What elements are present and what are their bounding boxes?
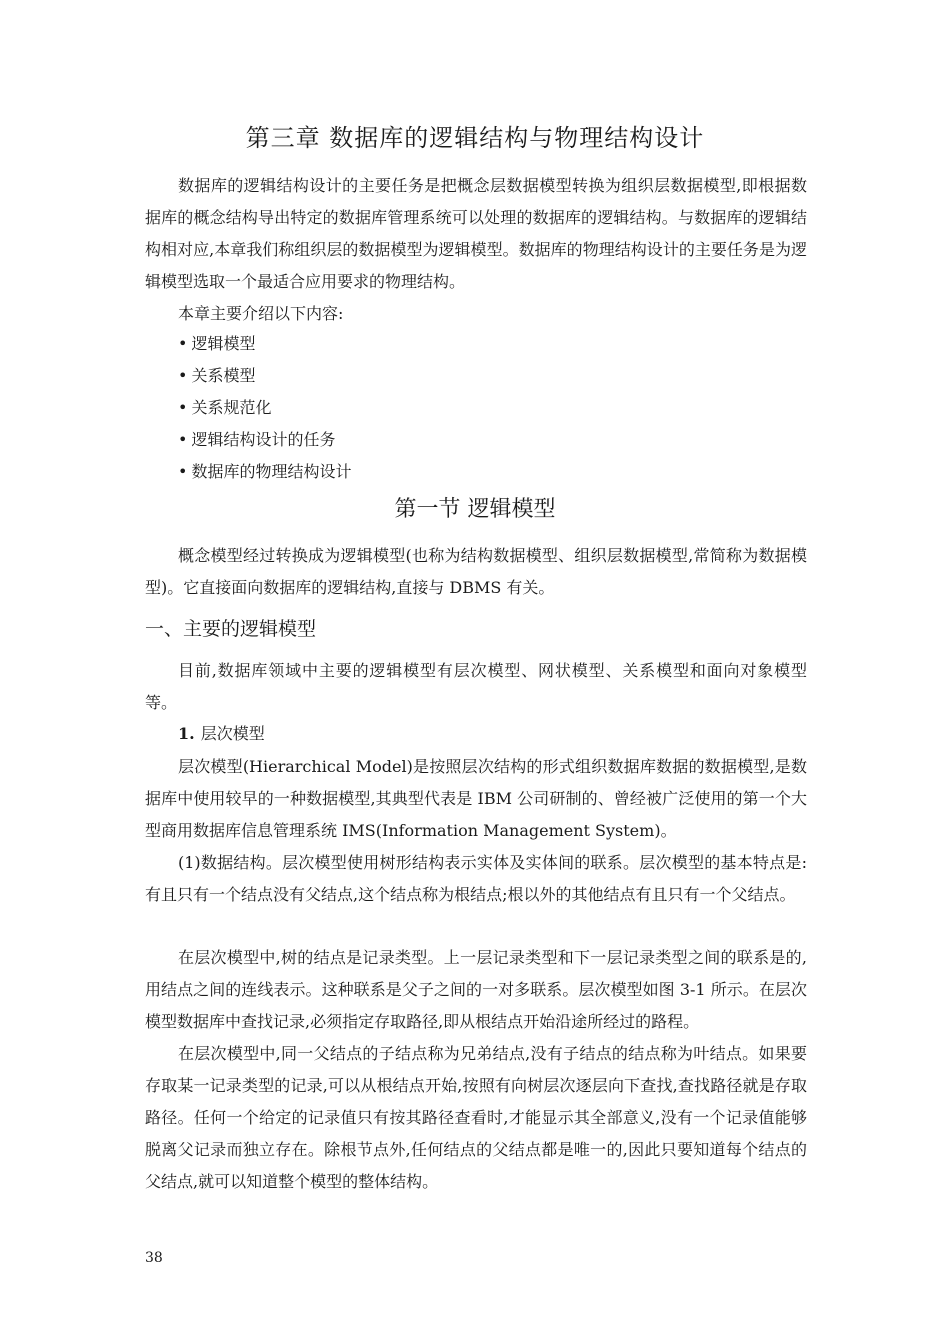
section-title: 第一节 逻辑模型	[394, 497, 556, 522]
list-item: • 逻辑结构设计的任务	[178, 424, 351, 456]
subsection-intro: 目前,数据库领域中主要的逻辑模型有层次模型、网状模型、关系模型和面向对象模型等。	[145, 661, 807, 712]
list-item: • 数据库的物理结构设计	[178, 456, 351, 488]
records-paragraph: 在层次模型中,树的结点是记录类型。上一层记录类型和下一层记录类型之间的联系是的,用结点之间的连线表示。这种联系是父子之间的一对多联系。层次模型如图 3-1 所示。在层次模型数据库中查找记录,必须指定存取路径,即从根结点开始沿途所经过的路程。	[145, 948, 807, 1031]
item-title: 层次模型	[200, 724, 265, 743]
list-item: • 逻辑模型	[178, 328, 351, 360]
list-item: • 关系规范化	[178, 392, 351, 424]
list-item: • 关系模型	[178, 360, 351, 392]
subsection-title: 一、主要的逻辑模型	[145, 618, 317, 640]
page-number: 38	[145, 1250, 163, 1266]
item-number: 1.	[178, 724, 195, 743]
item-heading	[178, 718, 265, 750]
hierarchical-model-paragraph: 层次模型(Hierarchical Model)是按照层次结构的形式组织数据库数据的数据模型,是数据库中使用较早的一种数据模型,其典型代表是 IBM 公司研制的、曾经被广泛使用的第一个大型商用数据库信息管理系统 IMS(Information Management System)。	[145, 757, 807, 840]
intro-paragraph: 数据库的逻辑结构设计的主要任务是把概念层数据模型转换为组织层数据模型,即根据数据库的概念结构导出特定的数据库管理系统可以处理的数据库的逻辑结构。与数据库的逻辑结构相对应,本章我们称组织层的数据模型为逻辑模型。数据库的物理结构设计的主要任务是为逻辑模型选取一个最适合应用要求的物理结构。	[145, 176, 807, 291]
siblings-paragraph: 在层次模型中,同一父结点的子结点称为兄弟结点,没有子结点的结点称为叶结点。如果要存取某一记录类型的记录,可以从根结点开始,按照有向树层次逐层向下查找,查找路径就是存取路径。任何一个给定的记录值只有按其路径查看时,才能显示其全部意义,没有一个记录值能够脱离父记录而独立存在。除根节点外,任何结点的父结点都是唯一的,因此只要知道每个结点的父结点,就可以知道整个模型的整体结构。	[145, 1044, 807, 1191]
data-structure-paragraph: (1)数据结构。层次模型使用树形结构表示实体及实体间的联系。层次模型的基本特点是:有且只有一个结点没有父结点,这个结点称为根结点;根以外的其他结点有且只有一个父结点。	[145, 853, 807, 904]
contents-list	[178, 328, 351, 488]
contents-intro: 本章主要介绍以下内容:	[178, 304, 344, 323]
chapter-title: 第三章 数据库的逻辑结构与物理结构设计	[245, 124, 705, 152]
section-intro: 概念模型经过转换成为逻辑模型(也称为结构数据模型、组织层数据模型,常简称为数据模型)。它直接面向数据库的逻辑结构,直接与 DBMS 有关。	[145, 546, 807, 597]
